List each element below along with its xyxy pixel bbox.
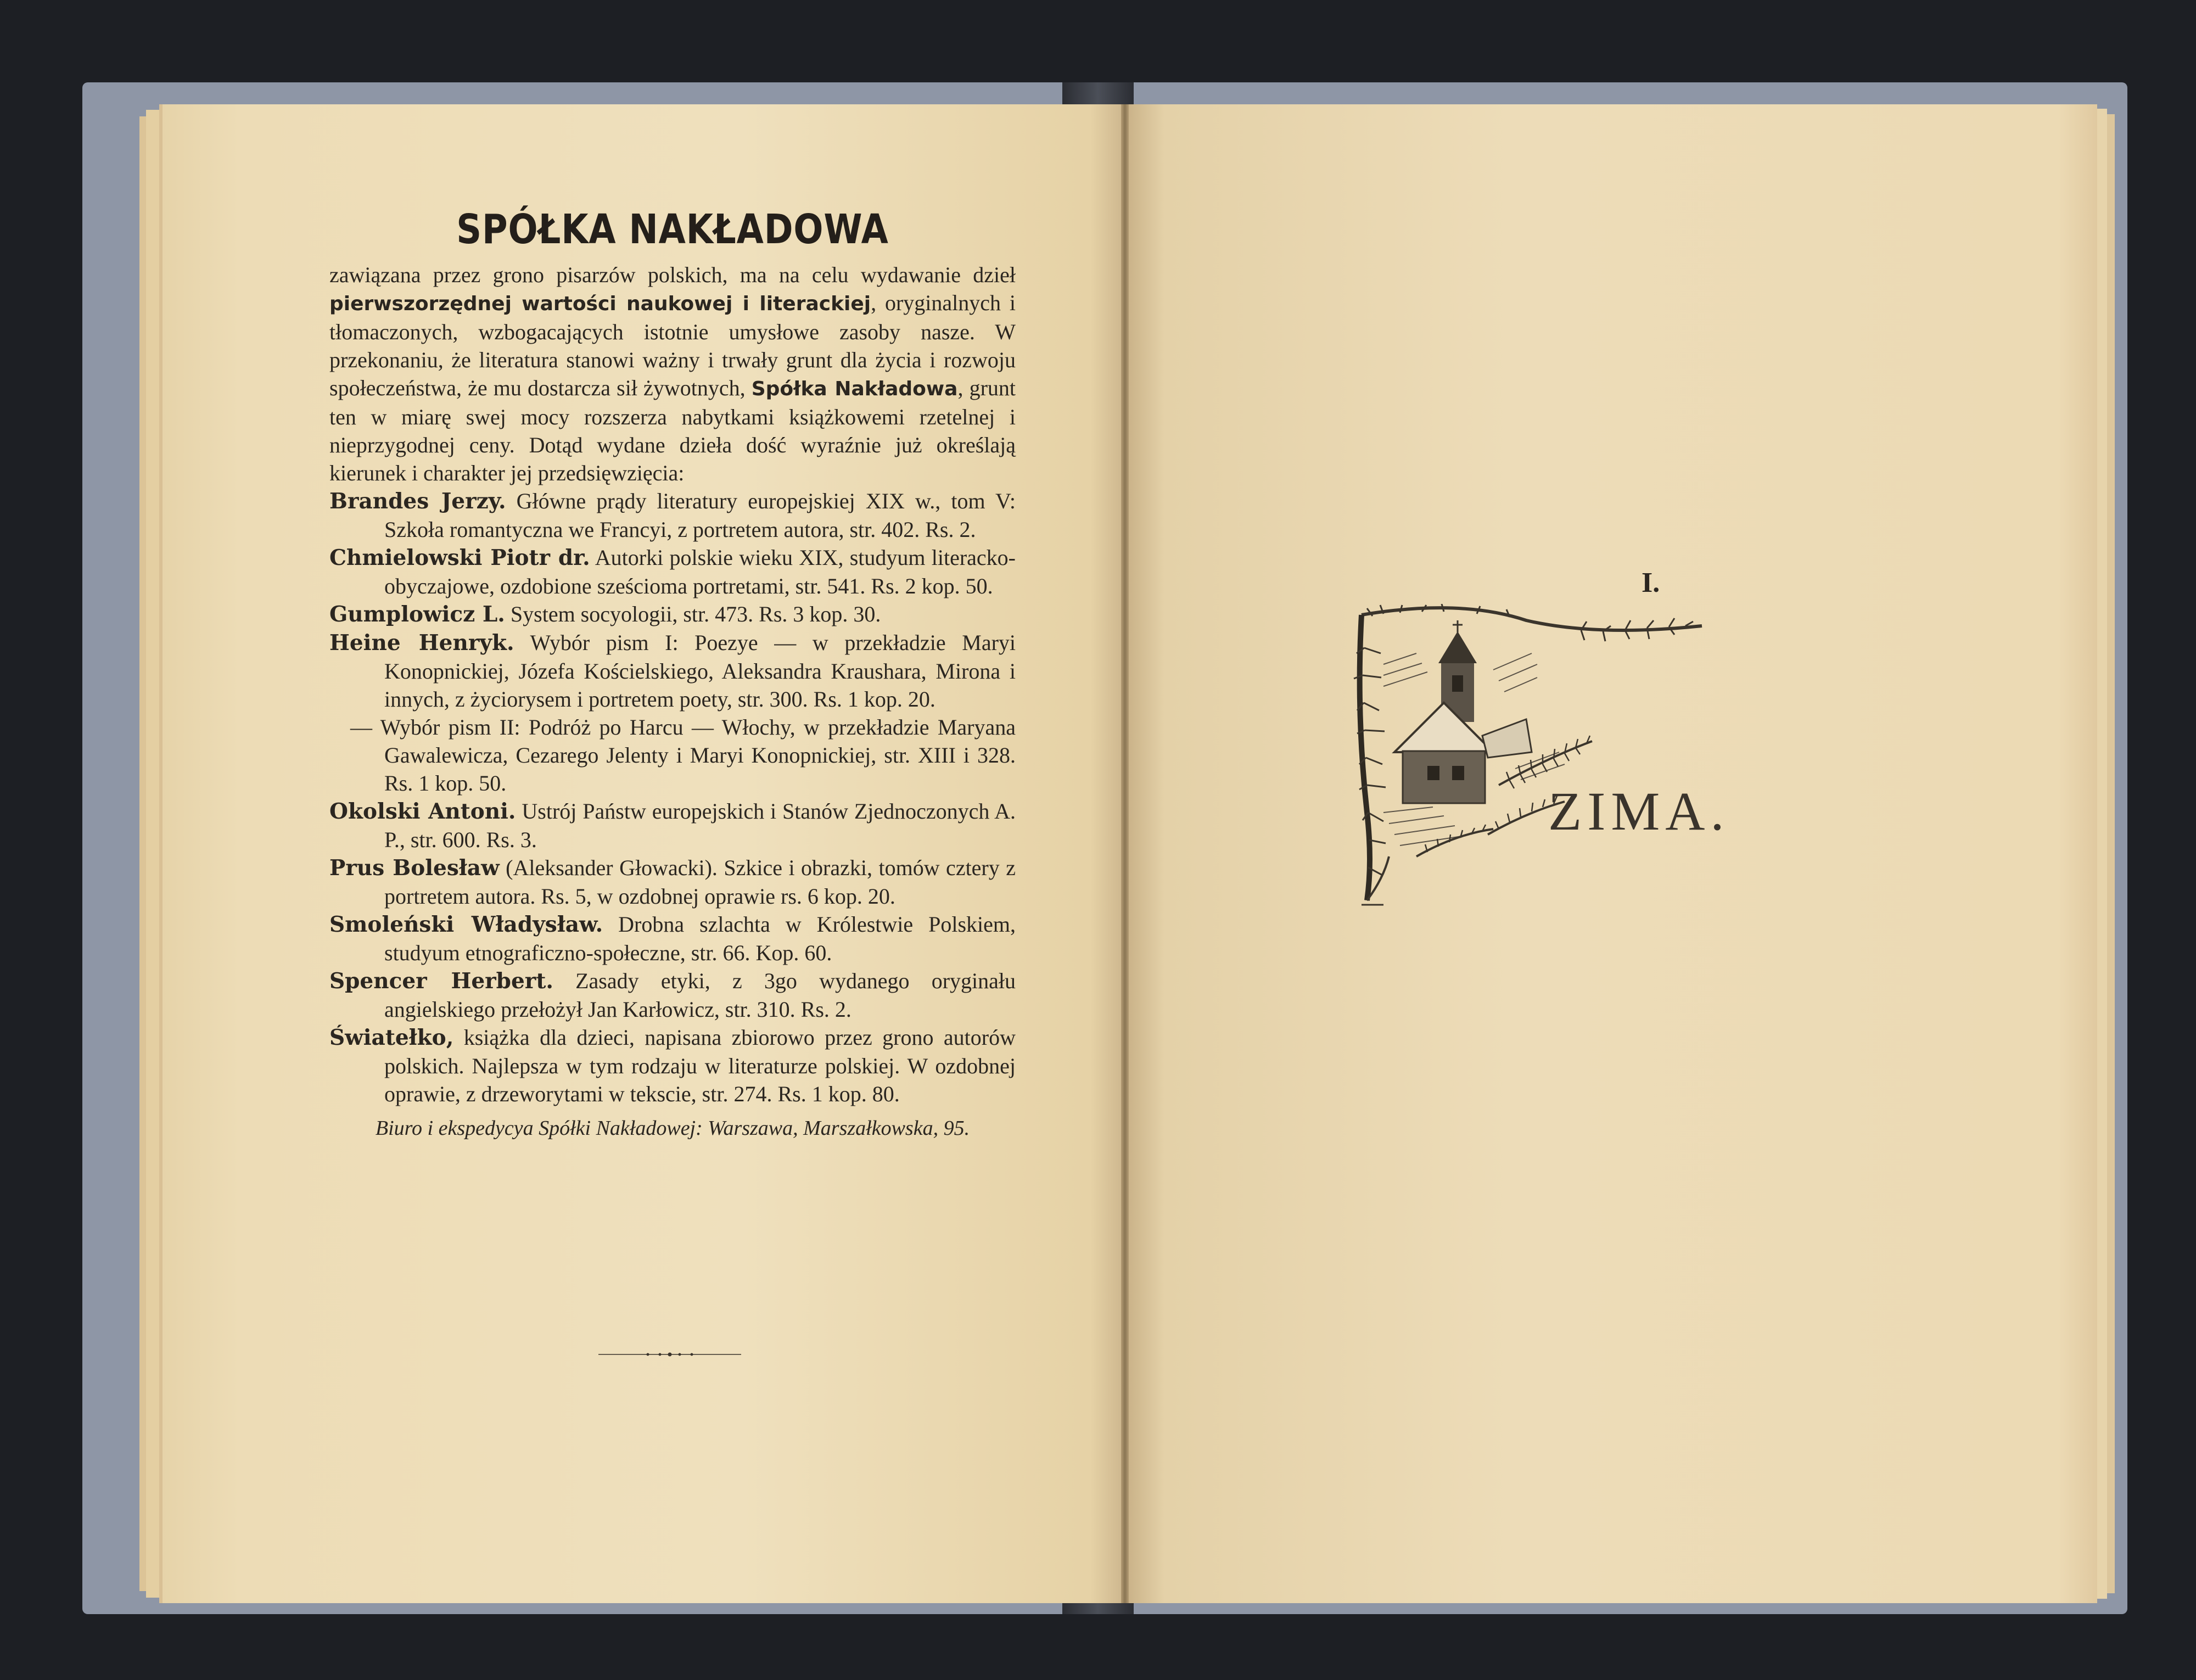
page-heading: SPÓŁKA NAKŁADOWA [456, 206, 889, 253]
intro-text: , oryginalnych i tłomaczonych, wzbogacających istotnie umysłowe zasoby nasze. W przekonaniu, że literatura stanowi ważny i trwały grunt dla życia i rozwoju społeczeństwa, że mu dostarcza sił żywotnych, [329, 290, 1016, 400]
chapter-number: I. [1642, 567, 1660, 598]
ornament-divider-icon [598, 1352, 741, 1357]
list-item [329, 713, 1016, 797]
intro-text: , grunt ten w miarę swej mocy rozszerza nabytkami książkowemi rzetelnej i nieprzygodnej ceny. Dotąd wydane dzieła dość wyraźnie już określają kierunek i charakter jej przedsięwzięcia: [329, 376, 1016, 485]
list-item [329, 544, 1016, 600]
entry-description: System socyologii, str. 473. Rs. 3 kop. 30. [505, 602, 881, 626]
entry-author: Heine Henryk. [329, 630, 514, 656]
entry-description: Ustrój Państw europejskich i Stanów Zjednoczonych A. P., str. 600. Rs. 3. [384, 799, 1016, 852]
entry-description: Autorki polskie wieku XIX, studyum literacko-obyczajowe, ozdobione sześcioma portretami, str. 541. Rs. 2 kop. 50. [384, 545, 1016, 598]
entry-description: — Wybór pism II: Podróż po Harcu — Włochy, w przekładzie Maryana Gawalewicza, Cezarego Jelenty i Maryi Konopnickiej, str. XIII i 328. Rs. 1 kop. 50. [350, 715, 1016, 796]
entry-author: Prus Bolesław [329, 855, 500, 881]
list-item [329, 854, 1016, 910]
intro-paragraph [329, 261, 1016, 487]
list-item [329, 1023, 1016, 1108]
entry-author: Chmielowski Piotr dr. [329, 545, 590, 570]
entry-author: Brandes Jerzy. [329, 489, 506, 514]
publisher-address: Biuro i ekspedycya Spółki Nakładowej: Warszawa, Marszałkowska, 95. [375, 1117, 970, 1140]
entry-author: Smoleński Władysław. [329, 912, 603, 937]
entry-description: książka dla dzieci, napisana zbiorowo przez grono autorów polskich. Najlepsza w tym rodzaju w literaturze polskiej. W ozdobnej oprawie, z drzeworytami w tekscie, str. 274. Rs. 1 kop. 80. [384, 1025, 1016, 1106]
publication-list [329, 487, 1016, 1108]
entry-description: (Aleksander Głowacki). Szkice i obrazki, tomów cztery z portretem autora. Rs. 5, w ozdobnej oprawie rs. 6 kop. 20. [384, 855, 1016, 909]
winter-vignette-icon [1351, 604, 1707, 911]
entry-description: Zasady etyki, z 3go wydanego oryginału angielskiego przełożył Jan Karłowicz, str. 310. Rs. 2. [384, 968, 1016, 1022]
entry-description: Główne prądy literatury europejskiej XIX w., tom V: Szkoła romantyczna we Francyi, z portretem autora, str. 402. Rs. 2. [384, 489, 1016, 542]
list-item [329, 797, 1016, 854]
entry-description: Wybór pism I: Poezye — w przekładzie Maryi Konopnickiej, Józefa Kościelskiego, Aleksandra Kraushara, Mirona i innych, z życiorysem i portretem poety, str. 300. Rs. 1 kop. 20. [384, 630, 1016, 712]
list-item [329, 910, 1016, 967]
page-gutter [1121, 104, 1129, 1603]
entry-author: Gumplowicz L. [329, 602, 505, 627]
list-item [329, 629, 1016, 713]
intro-emphasis: Spółka Nakładowa [751, 378, 958, 400]
chapter-title: ZIMA. [1548, 781, 1730, 842]
list-item [329, 600, 1016, 629]
left-page-text [329, 206, 1016, 1142]
entry-author: Światełko, [329, 1025, 454, 1050]
intro-text: zawiązana przez grono pisarzów polskich, ma na celu wydawanie dzieł [329, 262, 1016, 287]
list-item [329, 967, 1016, 1023]
list-item [329, 487, 1016, 544]
entry-author: Spencer Herbert. [329, 968, 553, 994]
entry-author: Okolski Antoni. [329, 799, 516, 824]
entry-description: Drobna szlachta w Królestwie Polskiem, studyum etnograficzno-społeczne, str. 66. Kop. 60. [384, 912, 1016, 965]
intro-emphasis: pierwszorzędnej wartości naukowej i literackiej [329, 293, 871, 315]
